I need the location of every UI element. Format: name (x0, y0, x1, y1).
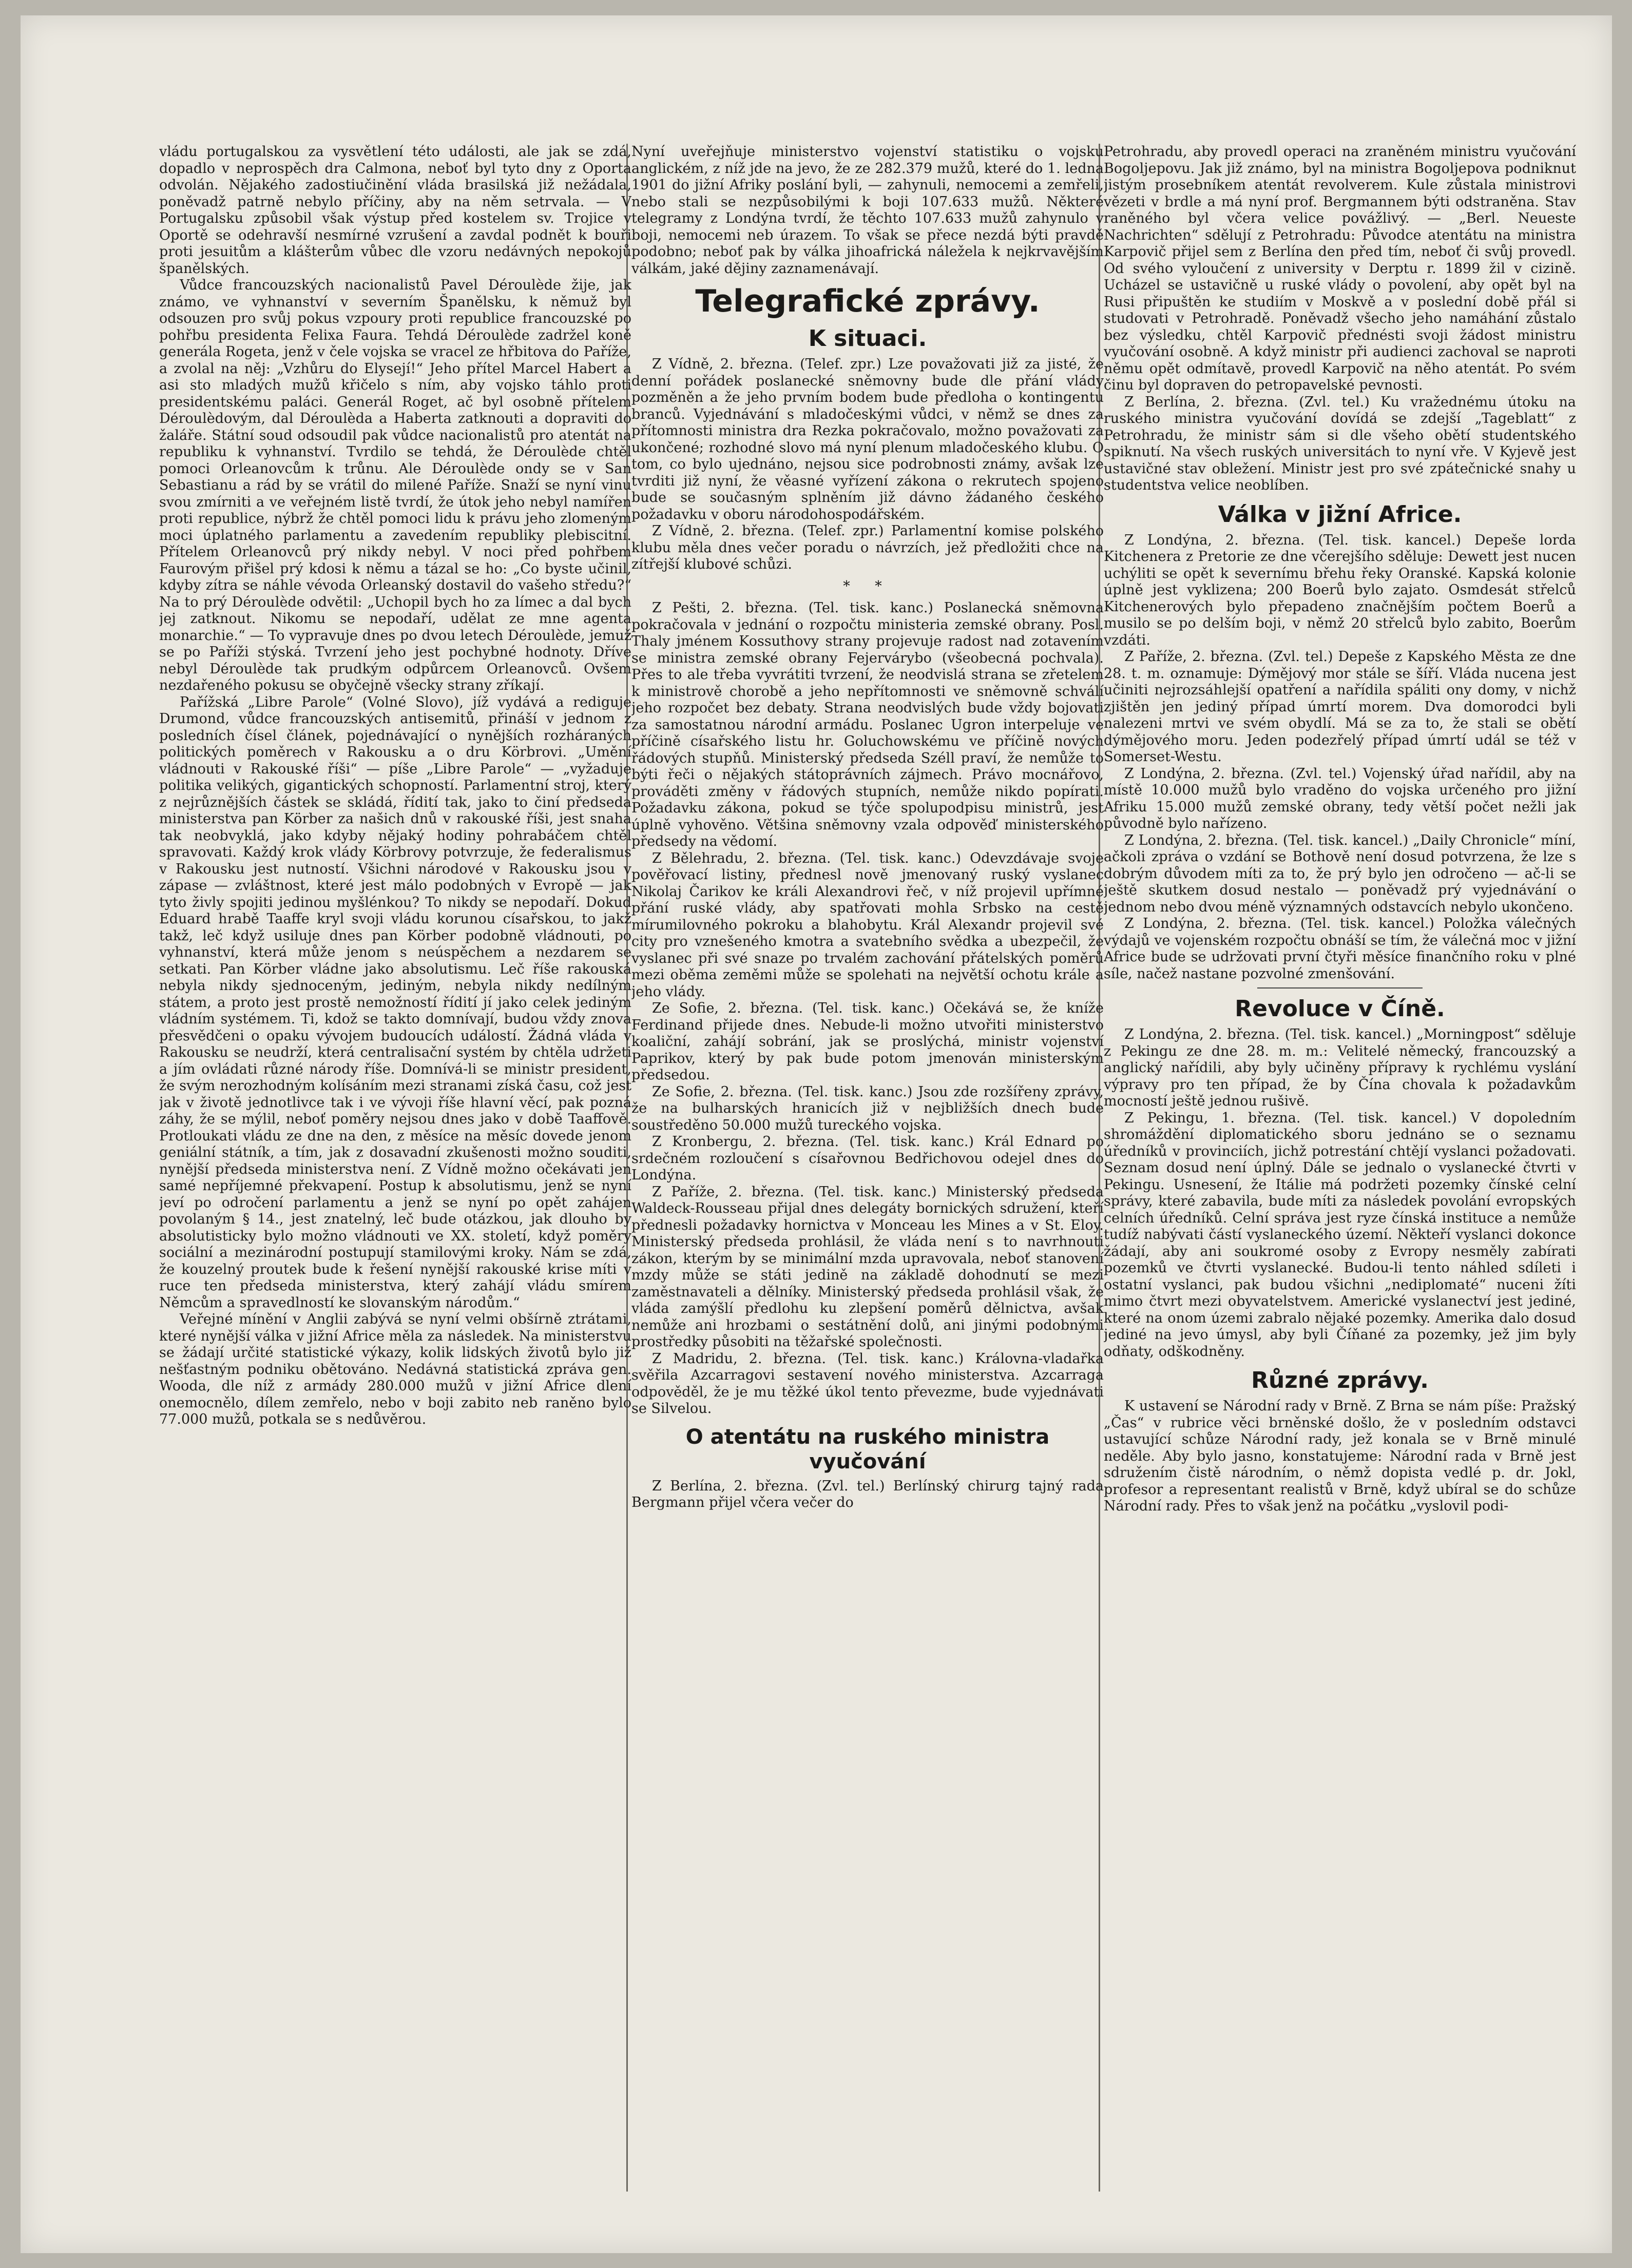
column-1 (159, 144, 631, 2192)
telegram: Z Londýna, 2. března. (Tel. tisk. kancel.) Depeše lorda Kitchenera z Pretorie ze dne včerejšího sděluje: Dewett jest nucen uchýliti se opět k severnímu břehu řeky Oranské. Kapská kolonie úplně jest vyklizena; 200 Boerů bylo zajato. Osmdesát střelců Kitchenerových bylo přepadeno značnějším počtem Boerů a musilo se po delším boji, v němž 20 střelců bylo zabito, Boerům vzdáti. (1104, 532, 1576, 648)
telegram: Z Paříže, 2. března. (Zvl. tel.) Depeše z Kapského Města ze dne 28. t. m. oznamuje: Dýmějový mor stále se šíří. Vláda nucena jest učiniti nejrozsáhlejší opatření a nařídila spáliti ony domy, v nichž zjištěn jen jediný případ úmrtí morem. Dva domorodci byli nalezeni mrtvi ve svém obydlí. Má se za to, že stali se obětí dýmějového moru. Jeden podezřelý případ úmrtí udál se též v Somerset-Westu. (1104, 649, 1576, 765)
paragraph: K ustavení se Národní rady v Brně. Z Brna se nám píše: Pražský „Čas“ v rubrice věci brněnské došlo, že v posledním odstavci ustavující schůze Národní rady, jež konala se v Brně minulé neděle. Aby bylo jasno, konstatujeme: Národní rada v Brně jest sdružením čistě národním, o němž dopista vedlé p. dr. Jokl, profesor a representant realistů v Brně, když ubíral se do schůze Národní rady. Přes to však jenž na počátku „vyslovil podi- (1104, 1398, 1576, 1514)
telegram: Z Londýna, 2. března. (Tel. tisk. kancel.) Položka válečných výdajů ve vojenském rozpočtu obnáší se tím, že válečná moc v jižní Africe bude se udržovati první čtyři měsíce finančního roku v plné síle, načež nastane pozvolné zmenšování. (1104, 916, 1576, 982)
telegram: Ze Sofie, 2. března. (Tel. tisk. kanc.) Jsou zde rozšířeny zprávy, že na bulharských hranicích již v nejbližších dnech bude soustředěno 50.000 mužů tureckého vojska. (631, 1083, 1104, 1133)
paragraph: vládu portugalskou za vysvětlení této události, ale jak se zdá, dopadlo v neprospěch dra Calmona, neboť byl tyto dny z Oporta odvolán. Nějakého zadostiučinění vláda brasilská již nežádala, poněvadž patrně nebylo příčiny, aby na něm setrvala. — V Portugalsku způsobil však výstup před kostelem sv. Trojice v Oportě se odehravší nesmírné vzrušení a zavdal podnět k bouři proti jesuitům a klášterům vůbec dle vzoru nedávných nepokojů španělských. (159, 144, 631, 277)
subheading-china: Revoluce v Číně. (1235, 996, 1445, 1022)
subheading-misc: Různé zprávy. (1251, 1367, 1429, 1393)
telegram: Z Madridu, 2. března. (Tel. tisk. kanc.) Královna-vladařka svěřila Azcarragovi sestavení nového ministerstva. Azcarraga odpověděl, že je mu těžké úkol tento převezme, bude vyjednávati se Silvelou. (631, 1350, 1104, 1417)
telegram: Z Londýna, 2. března. (Tel. tisk. kancel.) „Morningpost“ sděluje z Pekingu ze dne 28. m. m.: Velitelé německý, francouzský a anglický nařídili, aby byly učiněny přípravy k rychlému vyslání výpravy pro ten případ, že by Čína chovala k požadavkům mocností ještě jednou rušivě. (1104, 1026, 1576, 1109)
paragraph: Petrohradu, aby provedl operaci na zraněném ministru vyučování Bogolјepovu. Jak již známo, byl na ministra Bogoljepova podniknut jistým prosebníkem atentát revolverem. Kule zůstala ministrovi vězeti v brdle a má nyní prof. Bergmannem býti odstraněna. Stav raněného byl včera velice povážlivý. — „Berl. Neueste Nachrichten“ sdělují z Petrohradu: Původce atentátu na ministra Karpovič přijel sem z Berlína den před tím, neboť či svůj provedl. Od svého vyloučení z university v Derptu r. 1899 žil v cizině. Ucházel se ustavičně u ruské vlády o povolení, aby opět byl na Rusi připuštěn ke studiím v Moskvě a v poslední době přál si studovati v Petrohradě. Poněvadž všecho jeho namáhání zůstalo bez výsledku, chtěl Karpovič přednésti svoji žádost ministru vyučování osobně. A když ministr při audienci zachoval se naproti němu opět odmítavě, provedl Karpovič na něho atentát. Po svém činu byl dopraven do petropavelské pevnosti. (1104, 144, 1576, 393)
subheading-situation: K situaci. (808, 325, 927, 352)
divider (1257, 987, 1423, 988)
telegram: Ze Sofie, 2. března. (Tel. tisk. kanc.) Očekává se, že kníže Ferdinand přijede dnes. Nebude-li možno utvořiti ministerstvo koaliční, zahájí sobrání, jak se proslýchá, ministr vojenství Paprikov, který by pak bude potom jmenován ministerským předsedou. (631, 1000, 1104, 1083)
telegram: Z Londýna, 2. března. (Tel. tisk. kancel.) „Daily Chronicle“ míní, ačkoli zpráva o vzdání se Bothově není dosud potvrzena, že lze s dobrým důvodem míti za to, že prý bylo jen odročeno — ač-li se ještě skutkem dosud nestalo — poněvadž prý vyjednávání o jednom nebo dvou méně významných odstavcích nebylo ukončeno. (1104, 832, 1576, 915)
section-heading-telegrams: Telegrafické zprávy. (695, 283, 1040, 319)
paragraph: Veřejné mínění v Anglii zabývá se nyní velmi obšírně ztrátami, které nynější válka v jižní Africe měla za následek. Na ministerstvu se žádají určité statistické výkazy, kolik lidských životů bylo již nešťastným podniku obětováno. Nedávná statistická zpráva gen. Woodа, dle níž z armády 280.000 mužů v jižní Africe dlení onemocnělo, dílem zemřelo, nebo v boji zabito neb raněno bylo 77.000 mužů, potkala se s nedůvěrou. (159, 1311, 631, 1427)
column-3 (1104, 144, 1576, 2192)
telegram: Z Pekingu, 1. března. (Tel. tisk. kancel.) V dopoledním shromáždění diplomatického sboru jednáno se o seznamu úředníků v provinciích, jichž potrestání chtějí vyslanci požadovati. Seznam dosud není úplný. Dále se jednalo o vyslanecké čtvrti v Pekingu. Usnesení, že Itálie má podržeti pozemky čínské celní správy, které zabavila, bude míti za následek povolání evropských celních úředníků. Celní správa jest ryze čínská instituce a nemůže tudíž nabývati částí vyslaneckého území. Někteří vyslanci dokonce žádají, aby ani soukromé osoby z Evropy nesměly zabírati pozemků ve čtvrti vyslanecké. Budou-li tento náhled sdíleti i ostatní vyslanci, pak budou všichni „nediplomaté“ nuceni žíti mimo čtvrt mezi obyvatelstvem. Americké vyslanectví jest jediné, které na onom územi zabralo nějaké pozemky. Amerika dalo dosud jediné na jevo úmysl, aby byli Číňané za pozemky, jež jim byly odňaty, odškodněny. (1104, 1110, 1576, 1360)
separator-stars: * * (843, 578, 892, 594)
paragraph: Pařížská „Libre Parole“ (Volné Slovo), jíž vydává a rediguje Drumond, vůdce francouzských antisemitů, přináší v jednom z posledních čísel článek, pojednávající o nynějších rozháraných politických poměrech v Rakousku a o dru Körbrovi. „Umění vládnouti v Rakouské říši“ — píše „Libre Parole“ — „vyžaduje politika velikých, gigantických schopností. Parlamentní stroj, který z nejrůznějších částek se skládá, řídití tak, jako to činí předseda ministerstva pan Körber za našich dnů v rakouské říši, jest snaha tak neobvyklá, jako kdyby nějaký hodiny pohrabáčem chtěl spravovati. Každý krok vlády Körbrovy potvrzuje, že federalismus v Rakousku jest nutností. Všichni národové v Rakousku jsou v zápase — zvláštnost, které jest málo podobných v Evropě — jak tyto živly spojiti jedinou myšlénkou? To nikdy se nepodaří. Dokud Eduard hrabě Taaffe kryl svoji vládu korunou císařskou, to jakž takž, leč když usiluje dnes pan Körber podobně vládnouti, po vyhnanství, která může jenom s neúspěchem a nezdarem se setkati. Pan Körber vládne jako absolutismu. Leč říše rakouská nebyla nikdy sjednoceným, jediným, nebyla nikdy nedílným státem, a proto jest prostě nemožností řídití jí jako celek jediným vládním systémem. Ti, kdož se takto domnívají, budou vždy znova přesvědčeni o opaku vývojem budoucích událostí. Žádná vláda v Rakousku se neudrží, která centralisační systém by chtěla udržeti a jím ovládati různé národy říše. Domnívá-li se ministr president, že svým nerozhodným kolísáním mezi stranami získá času, což jest jak v životě jednotlivce tak i ve vývoji říše hlavní věcí, pak pozná záhy, že se mýlil, neboť poměry nejsou dnes jako v době Taaffově. Protloukati vládu ze dne na den, z měsíce na měsíc dovede jenom geniální státník, a tím, jak z dosavadní zkušenosti možno souditi, nynější předseda ministerstva není. Z Vídně možno očekávati jen samé nepříjemné překvapení. Postup k absolutismu, jenž se nyní jeví po odročení parlamentu a jenž se nyní po opět zahájen povolaným § 14., jest znatelný, leč bude otázkou, jak dlouho by absolutisticky bylo možno vládnouti ve XX. století, když poměry sociální a mezinárodní postupují stamilovými kroky. Nám se zdá, že kouzelný proutek bude k řešení nynější rakouské krise míti v ruce ten předseda ministerstva, který zahájí vládu smírem Němcům a spravedlností ke slovanským národům.“ (159, 694, 631, 1311)
telegram: Z Berlína, 2. března. (Zvl. tel.) Ku vražednému útoku na ruského ministra vyučování dovídá se zdejší „Tageblatt“ z Petrohradu, že ministr sám si dle všeho obětí studentského spiknutí. Na všech ruských universitách to nyní vře. V Kyjevě jest ustavičné stav obležení. Ministr jest pro své zpátečnické snahy u studentstva velice neoblíben. (1104, 394, 1576, 493)
paragraph: Vůdce francouzských nacionalistů Pavel Déroulède žije, jak známo, ve vyhnanství v severním Španělsku, k němuž byl odsouzen pro svůj pokus vzpoury proti republice francouzské po pohřbu presidenta Felixa Faura. Tehdá Déroulède zadržel koně generála Rogeta, jenž v čele vojska se vracel ze hřbitova do Paříže, a zvolal na něj: „Vzhůru do Elysejí!“ Jeho přítel Marcel Habert a asi sto mladých mužů křičelo s ním, aby vojsko táhlo proti presidentskému paláci. Generál Roget, ač byl osobně přítelem Déroulèdovým, dal Déroulèda a Haberta zatknouti a dopraviti do žaláře. Státní soud odsoudil pak vůdce nacionalistů pro atentát na republiku k vyhnanství. Tvrdilo se tehdá, že Déroulède chtěl pomoci Orleanovcům k trůnu. Ale Déroulède ondy se v San Sebastianu a rád by se vrátil do milené Paříže. Snaží se nyní vinu svou zmírniti a ve veřejném listě tvrdí, že útok jeho nebyl namířen proti republice, nýbrž že chtěl pomoci lidu k právu jeho zlomeným moci úplatného parlamentu a zavedením republiky plebiscitní. Přítelem Orleanovců prý nikdy nebyl. V noci před pohřbem Faurovým přišel prý kdosi k němu a tázal se ho: „Co byste učinil, kdyby zítra se náhle vévoda Orleanský dostavil do vašeho středu?“ Na to prý Déroulède odvětil: „Uchopil bych ho za límec a dal bych jej zatknout. Nikomu se nepodaří, udělat ze mne agenta monarchie.“ — To vypravuje dnes po dvou letech Déroulède, jemuž se po Paříži stýská. Tvrzení jeho jest pochybné hodnoty. Dříve nebyl Déroulède tak prudkým odpůrcem Orleanovců. Ovšem nezdařeného pokusu se obyčejně všecky strany zříkají. (159, 277, 631, 693)
telegram: Z Pešti, 2. března. (Tel. tisk. kanc.) Poslanecká sněmovna pokračovala v jednání o rozpočtu ministeria zemské obrany. Posl. Thaly jménem Kossuthovy strany projevuje radost nad zotavením se ministra zemské obrany Fejervárybo (všeobecná pochvala). Přes to ale třeba vyvrátiti tvrzení, že neodvislá strana se zřetelem k ministrově chorobě a jeho nepřítomnosti ve sněmovně schválí jeho rozpočet bez debaty. Strana neodvislých bude vždy bojovati za samostatnou národní armádu. Poslanec Ugron interpeluje ve příčině císařského listu hr. Goluchowskému ve příčině nových řádových stupňů. Ministerský předseda Széll praví, že nemůže to býti řeči o nějakých státoprávních zájmech. Právo mocnářovo, prováděti změny v řádových stupních, nemůže nikdo popírati. Požadavku zákona, pokud se týče spolupodpisu ministrů, jest úplně vyhověno. Většina sněmovny vzala odpověď ministerského předsedy na vědomí. (631, 600, 1104, 849)
telegram: Z Vídně, 2. března. (Telef. zpr.) Parlamentní komise polského klubu měla dnes večer poradu o návrzích, jež předložiti chce na zítřejší klubové schůzi. (631, 523, 1104, 572)
telegram: Z Paříže, 2. března. (Tel. tisk. kanc.) Ministerský předseda Waldeck-Rousseau přijal dnes delegáty bornických sdružení, kteří přednesli požadavky hornictva v Monceau les Mines a v St. Eloy. Ministerský předseda prohlásil, že vláda není s to navrhnouti zákon, kterým by se minimální mzda upravovala, neboť stanovení mzdy může se státi jedině na základě dohodnutí se mezi zaměstnavateli a dělníky. Ministerský předseda prohlásil však, že vláda zamýšlí předlohu ku zlepšení poměrů dělnictva, avšak nemůže ani hrozbami o sestátnění dolů, ani jinými podobnými prostředky působiti na těžařské společnosti. (631, 1184, 1104, 1350)
newspaper-page (21, 15, 1612, 2253)
telegram: Z Londýna, 2. března. (Zvl. tel.) Vojenský úřad nařídil, aby na místě 10.000 mužů bylo vraděno do vojska určeného pro jižní Afriku 15.000 mužů zemské obrany, tedy větší počet nežli jak původně bylo nařízeno. (1104, 765, 1576, 831)
telegram: Z Bělehradu, 2. března. (Tel. tisk. kanc.) Odevzdávaje svoje pověřovací listiny, přednesl nově jmenovaný ruský vyslanec Nikolaj Čarikov ke králi Alexandrovi řeč, v níž projevil upřímné přání ruské vlády, aby spatřovati mohla Srbsko na cestě mírumilovného pokroku a blahobytu. Král Alexandr projevil své city pro vznešeného kmotra a svatebního svědka a ubezpečil, že vyslanec při své snaze po trvalém zachování přátelských poměrů mezi oběma zeměmi může se spolehati na největší ochotu krále a jeho vlády. (631, 850, 1104, 1000)
subheading-atentat: O atentátu na ruského ministra vyučování (685, 1425, 1050, 1474)
subheading-war: Válka v jižní Africe. (1218, 501, 1462, 528)
telegram: Z Vídně, 2. března. (Telef. zpr.) Lze považovati již za jisté, že denní pořádek poslanecké sněmovny bude dle přání vlády pozměněn a že jeho prvním bodem bude předloha o kontingentu branců. Vyjednávání s mladočeskými vůdci, v němž se dnes za přítomnosti ministra dra Rezka pokračovalo, možno považovati za ukončené; rozhodné slovo má nyní plenum mladočeského klubu. O tom, co bylo ujednáno, nejsou sice podrobnosti známy, avšak lze tvrditi již nyní, že věasné vyřízení zákona o rekrutech spojeno bude se současným splněním již dávno žádaného českého požadavku v oboru národohospodářském. (631, 356, 1104, 522)
paragraph: Nyní uveřejňuje ministerstvo vojenství statistiku o vojsku anglickém, z níž jde na jevo, že ze 282.379 mužů, které do 1. ledna 1901 do jižní Afriky poslání byli, — zahynuli, nemocemi a zemřeli, nebo stali se nezpůsobilými k boji 107.633 mužů. Některé telegramy z Londýna tvrdí, že těchto 107.633 mužů zahynulo v boji, nemocemi neb úrazem. To však se přece nezdá býti pravdě podobno; neboť pak by válka jihoafrická náležela k nejkrvavějším válkám, jaké dějiny zaznamenávají. (631, 144, 1104, 277)
telegram: Z Berlína, 2. března. (Zvl. tel.) Berlínský chirurg tajný rada Bergmann přijel včera večer do (631, 1478, 1104, 1510)
column-2 (631, 144, 1104, 2192)
telegram: Z Kronbergu, 2. března. (Tel. tisk. kanc.) Král Ednard po srdečném rozloučení s císařovnou Bedřichovou odejel dnes do Londýna. (631, 1134, 1104, 1183)
